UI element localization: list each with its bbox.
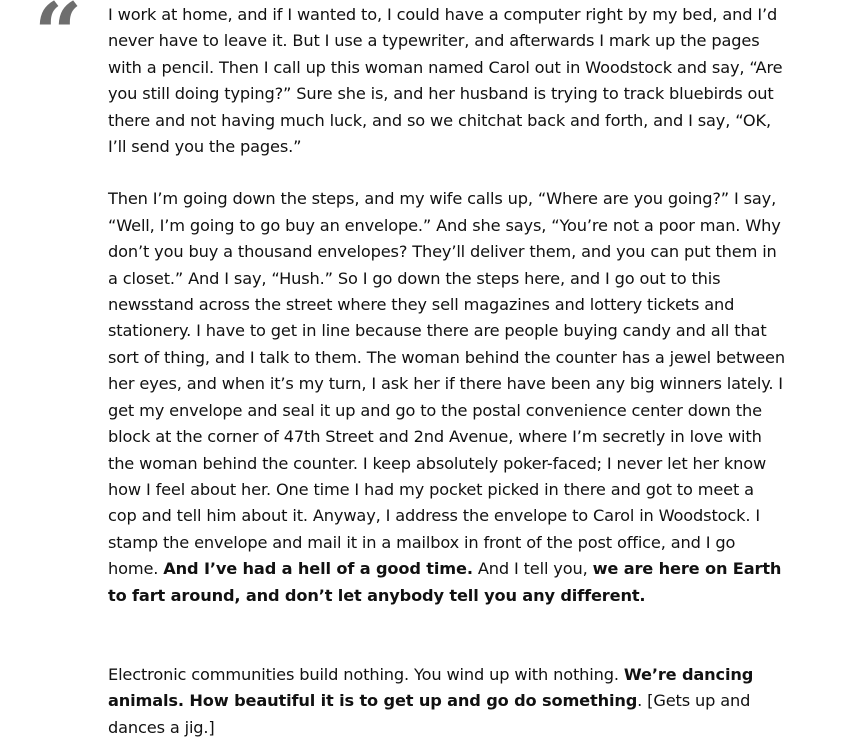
- paragraph-1: [108, 2, 786, 160]
- paragraph-2: [108, 186, 786, 609]
- paragraph-2-bold-2: we are here on Earth to fart around, and don’t let anybody tell you any different.: [108, 559, 782, 605]
- paragraph-2-text: Then I’m going down the steps, and my wife calls up, “Where are you going?” I say, “Well, I’m going to go buy an envelope.” And she says, “You’re not a poor man. Why don’t you buy a thousand envelopes? They’ll deliver them, and you can put them in a closet.” And I say, “Hush.” So I go down the steps here, and I go out to this newsstand across the street where they sell magazines and lottery tickets and stationery. I have to get in line because there are people buying candy and all that sort of thing, and I talk to them. The woman behind the counter has a jewel between her eyes, and when it’s my turn, I ask her if there have been any big winners lately. I get my envelope and seal it up and go to the postal convenience center down the block at the corner of 47th Street and 2nd Avenue, where I’m secretly in love with the woman behind the counter. I keep absolutely poker-faced; I never let her know how I feel about her. One time I had my pocket picked in there and got to meet a cop and tell him about it. Anyway, I address the envelope to Carol in Woodstock. I stamp the envelope and mail it in a mailbox in front of the post office, and I go home.: [108, 189, 785, 579]
- quote-mark-icon: “: [34, 0, 83, 83]
- paragraph-2-bold-1: And I’ve had a hell of a good time.: [163, 559, 473, 579]
- paragraph-3-bold-1: We’re dancing animals. How beautiful it is to get up and go do something: [108, 664, 754, 711]
- quote-body: [108, 2, 786, 741]
- paragraph-2-mid: And I tell you,: [472, 559, 593, 579]
- paragraph-3-text: Electronic communities build nothing. You wind up with nothing.: [108, 664, 624, 684]
- paragraph-1-text: I work at home, and if I wanted to, I could have a computer right by my bed, and I’d never have to leave it. But I use a typewriter, and afterwards I mark up the pages with a pencil. Then I call up this woman named Carol out in Woodstock and say, “Are you still doing typing?” Sure she is, and her husband is trying to track bluebirds out there and not having much luck, and so we chitchat back and forth, and I say, “OK, I’ll send you the pages.”: [108, 5, 783, 157]
- paragraph-3: [108, 662, 786, 741]
- paragraph-3-tail: . [Gets up and dances a jig.]: [108, 691, 751, 737]
